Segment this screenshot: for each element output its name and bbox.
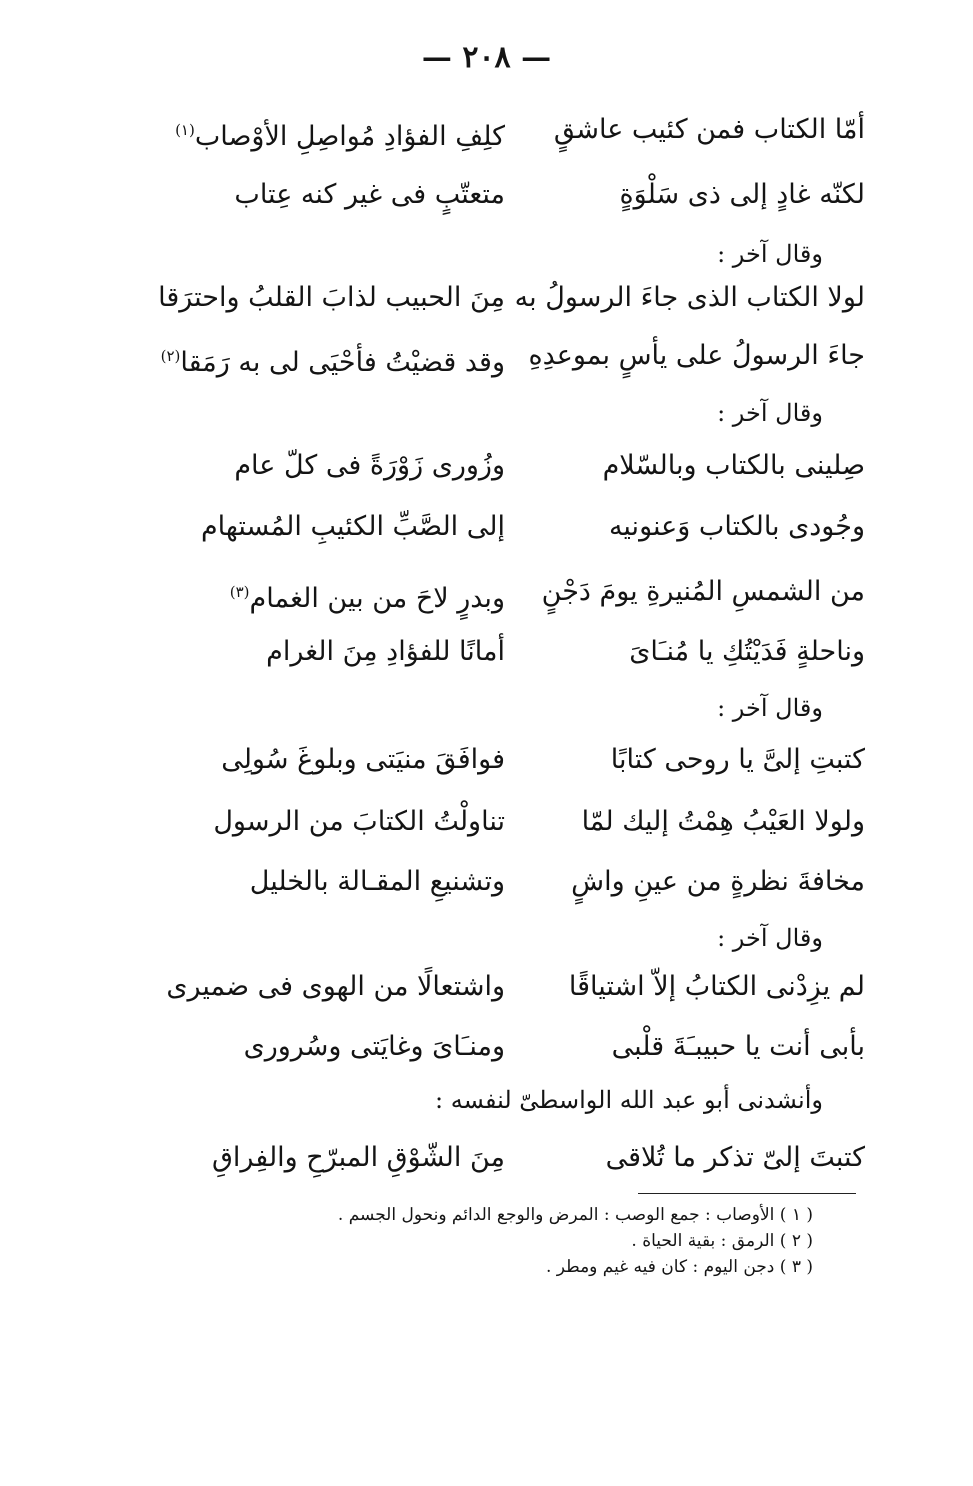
verse-first-hemistich: كتبتَ إلىّ تذكر ما تُلاقى [605,1142,865,1173]
footnote-divider [638,1193,856,1194]
verse-row [150,957,865,1017]
verse-row [150,436,865,496]
section-heading: وأنشدنى أبو عبد الله الواسطىّ لنفسه : [434,1086,823,1114]
footnote-marker: (٢) [160,347,181,365]
verse-row [150,326,865,386]
footnote: ( ١ ) الأوصاب : جمع الوصب : المرض والوجع الدائم ونحول الجسم . [337,1205,813,1225]
verse-second-hemistich: فوافَقَ منيَتى وبلوغَ سُولِى [221,744,505,775]
verse-first-hemistich: مخافةَ نظرةٍ من عينِ واشٍ [571,866,865,897]
footnote: ( ٣ ) دجن اليوم : كان فيه غيم ومطر . [545,1257,813,1277]
verse-first-hemistich: لولا الكتاب الذى جاءَ الرسولُ به [514,282,865,313]
verse-second-text: وبدرٍ لاحَ من بين الغمام [249,583,505,614]
verse-first-hemistich: كتبتِ إلىَّ يا روحى كتابًا [610,744,865,775]
verse-first-hemistich: بأبى أنت يا حبيبـَةَ قلْبى [611,1031,865,1062]
verse-first-hemistich: وجُودى بالكتاب وَعنونيه [608,511,865,542]
verse-row [150,497,865,557]
section-heading: وقال آخر : [717,694,823,722]
verse-second-hemistich: مِنَ الشّوْقِ المبرّحِ والفِراقِ [211,1142,505,1173]
verse-first-hemistich: صِلينى بالكتاب وبالسّلام [602,450,865,481]
verse-first-hemistich: ولولا العَيْبُ هِمْتُ إليك لمّا [581,806,865,837]
verse-first-hemistich: من الشمسِ المُنيرةِ يومَ دَجْنٍ [541,576,865,607]
verse-second-hemistich: إلى الصَّبِّ الكئيبِ المُستهام [200,511,505,542]
verse-second-hemistich: أمانًا للفؤادِ مِنَ الغرام [266,636,505,667]
verse-row [150,852,865,912]
verse-second-hemistich: وزُورى زَوْرَةً فى كلّ عام [234,450,505,481]
verse-row [150,730,865,790]
section-heading: وقال آخر : [717,240,823,268]
verse-row [150,268,865,328]
verse-second-hemistich: واشتعالًا من الهوى فى ضميرى [166,971,505,1002]
verse-first-hemistich: لكنّه غادٍ إلى ذى سَلْوَةٍ [619,179,865,210]
verse-row [150,792,865,852]
verse-row [150,1017,865,1077]
verse-first-hemistich: وناحلةٍ فَدَيْتُكِ يا مُنـَاىَ [629,636,865,667]
verse-row [150,562,865,622]
page-number: — ٢٠٨ — [421,40,552,75]
verse-second-hemistich: مِنَ الحبيب لذابَ القلبُ واحترَقا [158,282,505,313]
verse-second-hemistich: وتشنيعِ المقـالة بالخليل [249,866,505,897]
verse-second-hemistich [150,562,505,629]
verse-first-hemistich: جاءَ الرسولُ على يأسٍ بموعدِهِ [528,340,865,371]
verse-second-text: وقد قضيْتُ فأحْيَى لى به رَمَقا [180,347,505,378]
verse-first-hemistich: أمّا الكتاب فمن كئيب عاشقٍ [553,114,865,145]
footnote-marker: (١) [175,121,195,139]
verse-row [150,1128,865,1188]
verse-row [150,622,865,682]
footnotes [173,1202,813,1280]
verse-second-hemistich: متعتّبٍ فى غير كنه عِتاب [234,179,505,210]
section-heading: وقال آخر : [717,924,823,952]
footnote-marker: (٣) [229,583,250,601]
verse-second-text: كلِفِ الفؤادِ مُواصِلِ الأوْصاب [194,121,505,152]
verse-first-hemistich: لم يزِدْنى الكتابُ إلاّ اشتياقًا [568,971,865,1002]
section-heading: وقال آخر : [717,399,823,427]
verse-second-hemistich: ومنـَاىَ وغايَتى وسُرورى [243,1031,505,1062]
verse-second-hemistich: تناولْتُ الكتابَ من الرسول [213,806,505,837]
verse-second-hemistich [150,100,505,167]
verse-row [150,100,865,160]
footnote: ( ٢ ) الرمق : بقية الحياة . [631,1231,813,1251]
verse-second-hemistich [150,326,505,393]
verse-row [150,165,865,225]
